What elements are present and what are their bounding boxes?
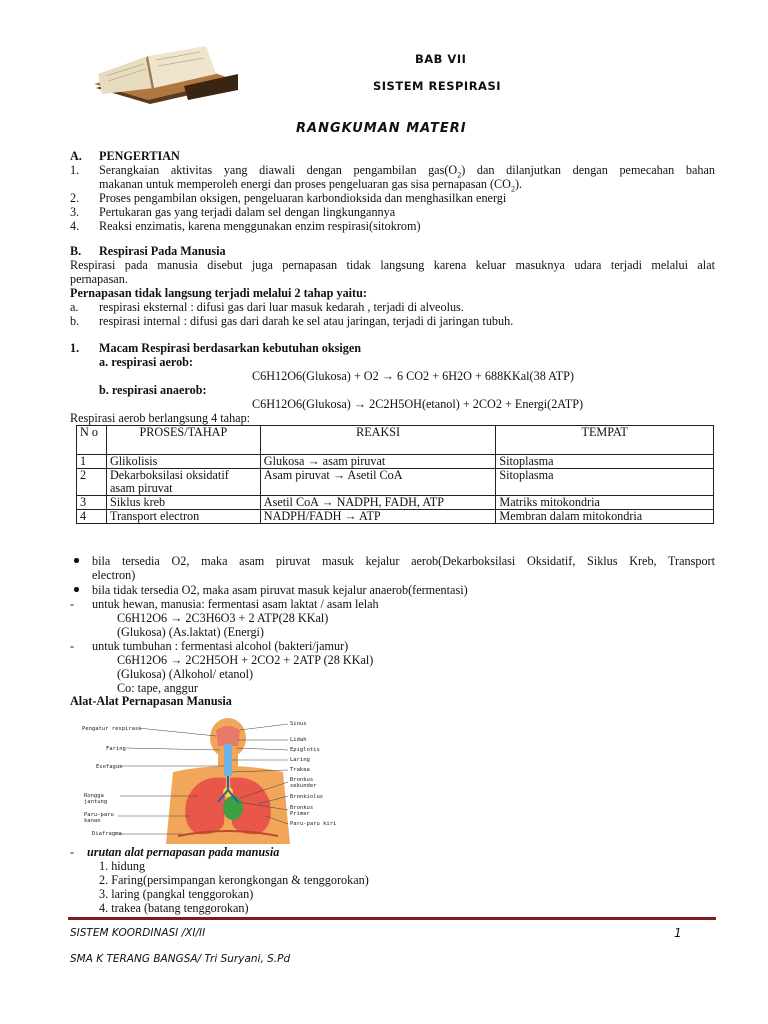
alcohol-example: Co: tape, anggur bbox=[117, 681, 198, 695]
table-cell: 2 bbox=[77, 469, 107, 496]
diagram-label: Lidah bbox=[290, 737, 307, 743]
table-cell: Dekarboksilasi oksidatif asam piruvat bbox=[106, 469, 260, 496]
aerob-label: a. respirasi aerob: bbox=[99, 355, 193, 369]
diagram-label: Paru-paru kanan bbox=[84, 812, 114, 824]
alcohol-equation: C6H12O6 → 2C2H5OH + 2CO2 + 2ATP (28 KKal) bbox=[117, 653, 374, 667]
animal-fermentation: untuk hewan, manusia: fermentasi asam laktat / asam lelah bbox=[92, 597, 379, 611]
section-b-para-line1: Respirasi pada manusia disebut juga pernapasan tidak langsung karena keluar masuknya udara terjadi melalui alat bbox=[70, 258, 715, 272]
plant-fermentation: untuk tumbuhan : fermentasi alcohol (bakteri/jamur) bbox=[92, 639, 349, 653]
bullet-aerob-line1: bila tersedia O2, maka asam piruvat masuk kejalur aerob(Dekarboksilasi Oksidatif, Siklus Kreb, Transport bbox=[92, 554, 715, 568]
anaerob-equation: C6H12O6(Glukosa) → 2C2H5OH(etanol) + 2CO2 + Energi(2ATP) bbox=[252, 397, 584, 411]
table-header: TEMPAT bbox=[496, 426, 714, 455]
order-item: 4. trakea (batang tenggorokan) bbox=[99, 901, 249, 915]
table-intro: Respirasi aerob berlangsung 4 tahap: bbox=[70, 411, 251, 425]
bullet-aerob-line2: electron) bbox=[92, 568, 136, 582]
item-number: 4. bbox=[70, 219, 80, 233]
aerob-equation: C6H12O6(Glukosa) + O2 → 6 CO2 + 6H2O + 688KKal(38 ATP) bbox=[252, 369, 574, 383]
section-b-heading: Respirasi Pada Manusia bbox=[99, 244, 226, 258]
dash-marker: - bbox=[70, 597, 75, 611]
anaerob-label: b. respirasi anaerob: bbox=[99, 383, 207, 397]
footer-school: SMA K TERANG BANGSA/ Tri Suryani, S.Pd bbox=[70, 953, 291, 965]
dash-marker: - bbox=[70, 845, 75, 859]
item-number: 3. bbox=[70, 205, 80, 219]
section-a-number: A. bbox=[70, 149, 82, 163]
table-cell: 1 bbox=[77, 455, 107, 469]
table-row bbox=[77, 510, 714, 524]
order-item: 1. hidung bbox=[99, 859, 146, 873]
diagram-label: Trakea bbox=[290, 767, 310, 773]
diagram-label: Bronkiolus bbox=[290, 794, 324, 800]
page-number: 1 bbox=[674, 926, 682, 940]
chapter-label: BAB VII bbox=[415, 52, 467, 66]
diagram-label: Bronkus sekunder bbox=[290, 777, 317, 789]
lactic-labels: (Glukosa) (As.laktat) (Energi) bbox=[117, 625, 264, 639]
section-1-number: 1. bbox=[70, 341, 80, 355]
order-item: 3. laring (pangkal tenggorokan) bbox=[99, 887, 254, 901]
diagram-label: Faring bbox=[106, 746, 126, 752]
step-letter: b. bbox=[70, 314, 80, 328]
definition-3: Pertukaran gas yang terjadi dalam sel dengan lingkungannya bbox=[99, 205, 396, 219]
organs-heading: Alat-Alat Pernapasan Manusia bbox=[70, 694, 232, 708]
definition-1-line2: makanan untuk memperoleh energi dan proses pengeluaran gas sisa pernapasan $(CO_2)$. bbox=[99, 177, 523, 194]
lactic-equation: C6H12O6 → 2C3H6O3 + 2 ATP(28 KKal) bbox=[117, 611, 329, 625]
table-row bbox=[77, 469, 714, 496]
bullet-dot bbox=[74, 558, 79, 563]
table-cell: NADPH/FADH → ATP bbox=[260, 510, 496, 524]
chapter-title: SISTEM RESPIRASI bbox=[373, 79, 502, 93]
table-cell: 3 bbox=[77, 496, 107, 510]
item-number: 1. bbox=[70, 163, 80, 177]
table-row bbox=[77, 496, 714, 510]
diagram-label: Paru-paru kiri bbox=[290, 821, 337, 827]
footer-title: SISTEM KOORDINASI /XI/II bbox=[70, 927, 206, 939]
section-b-para-line2: pernapasan. bbox=[70, 272, 128, 286]
table-header: REAKSI bbox=[260, 426, 496, 455]
table-cell: Sitoplasma bbox=[496, 455, 714, 469]
table-cell: Asam piruvat → Asetil CoA bbox=[260, 469, 496, 496]
order-heading: urutan alat pernapasan pada manusia bbox=[87, 845, 280, 859]
table-cell: Siklus kreb bbox=[106, 496, 260, 510]
item-number: 2. bbox=[70, 191, 80, 205]
diagram-label: Esofagus bbox=[96, 764, 123, 770]
step-external: respirasi eksternal : difusi gas dari luar masuk kedarah , terjadi di alveolus. bbox=[99, 300, 464, 314]
alcohol-labels: (Glukosa) (Alkohol/ etanol) bbox=[117, 667, 254, 681]
table-cell: Glikolisis bbox=[106, 455, 260, 469]
diagram-label: Laring bbox=[290, 757, 310, 763]
table-cell: Sitoplasma bbox=[496, 469, 714, 496]
diagram-label: Rongga jantung bbox=[84, 793, 108, 805]
definition-4: Reaksi enzimatis, karena menggunakan enzim respirasi(sitokrom) bbox=[99, 219, 421, 233]
section-b-bold-line: Pernapasan tidak langsung terjadi melalui 2 tahap yaitu: bbox=[70, 286, 367, 300]
diagram-label: Pengatur respirasi bbox=[82, 726, 142, 732]
table-cell: Glukosa → asam piruvat bbox=[260, 455, 496, 469]
table-cell: Transport electron bbox=[106, 510, 260, 524]
book-illustration bbox=[88, 44, 240, 106]
step-letter: a. bbox=[70, 300, 79, 314]
definition-2: Proses pengambilan oksigen, pengeluaran karbondioksida dan menghasilkan energi bbox=[99, 191, 507, 205]
dash-marker: - bbox=[70, 639, 75, 653]
diagram-label: Sinus bbox=[290, 721, 307, 727]
order-item: 2. Faring(persimpangan kerongkongan & tenggorokan) bbox=[99, 873, 369, 887]
definition-1-line1: Serangkaian aktivitas yang diawali dengan pengambilan $gas(O_2)$ dan dilanjutkan dengan pemecahan bahan bbox=[99, 163, 716, 180]
section-a-heading: PENGERTIAN bbox=[99, 149, 180, 163]
respiration-stages-table bbox=[76, 425, 714, 524]
step-internal: respirasi internal : difusi gas dari darah ke sel atau jaringan, terjadi di jaringan tubuh. bbox=[99, 314, 514, 328]
bullet-anaerob: bila tidak tersedia O2, maka asam piruvat masuk kejalur anaerob(fermentasi) bbox=[92, 583, 468, 597]
diagram-label: Bronkus Primer bbox=[290, 805, 314, 817]
table-row bbox=[77, 455, 714, 469]
table-header: N o bbox=[77, 426, 107, 455]
bullet-dot bbox=[74, 587, 79, 592]
section-b-number: B. bbox=[70, 244, 82, 258]
table-cell: Membran dalam mitokondria bbox=[496, 510, 714, 524]
diagram-label: Epiglotis bbox=[290, 747, 320, 753]
section-1-heading: Macam Respirasi berdasarkan kebutuhan oksigen bbox=[99, 341, 362, 355]
table-cell: Matriks mitokondria bbox=[496, 496, 714, 510]
table-cell: Asetil CoA → NADPH, FADH, ATP bbox=[260, 496, 496, 510]
table-header: PROSES/TAHAP bbox=[106, 426, 260, 455]
summary-heading: RANGKUMAN MATERI bbox=[296, 121, 467, 136]
table-cell: 4 bbox=[77, 510, 107, 524]
footer-rule bbox=[68, 917, 716, 920]
diagram-label: Diafragma bbox=[92, 831, 122, 837]
